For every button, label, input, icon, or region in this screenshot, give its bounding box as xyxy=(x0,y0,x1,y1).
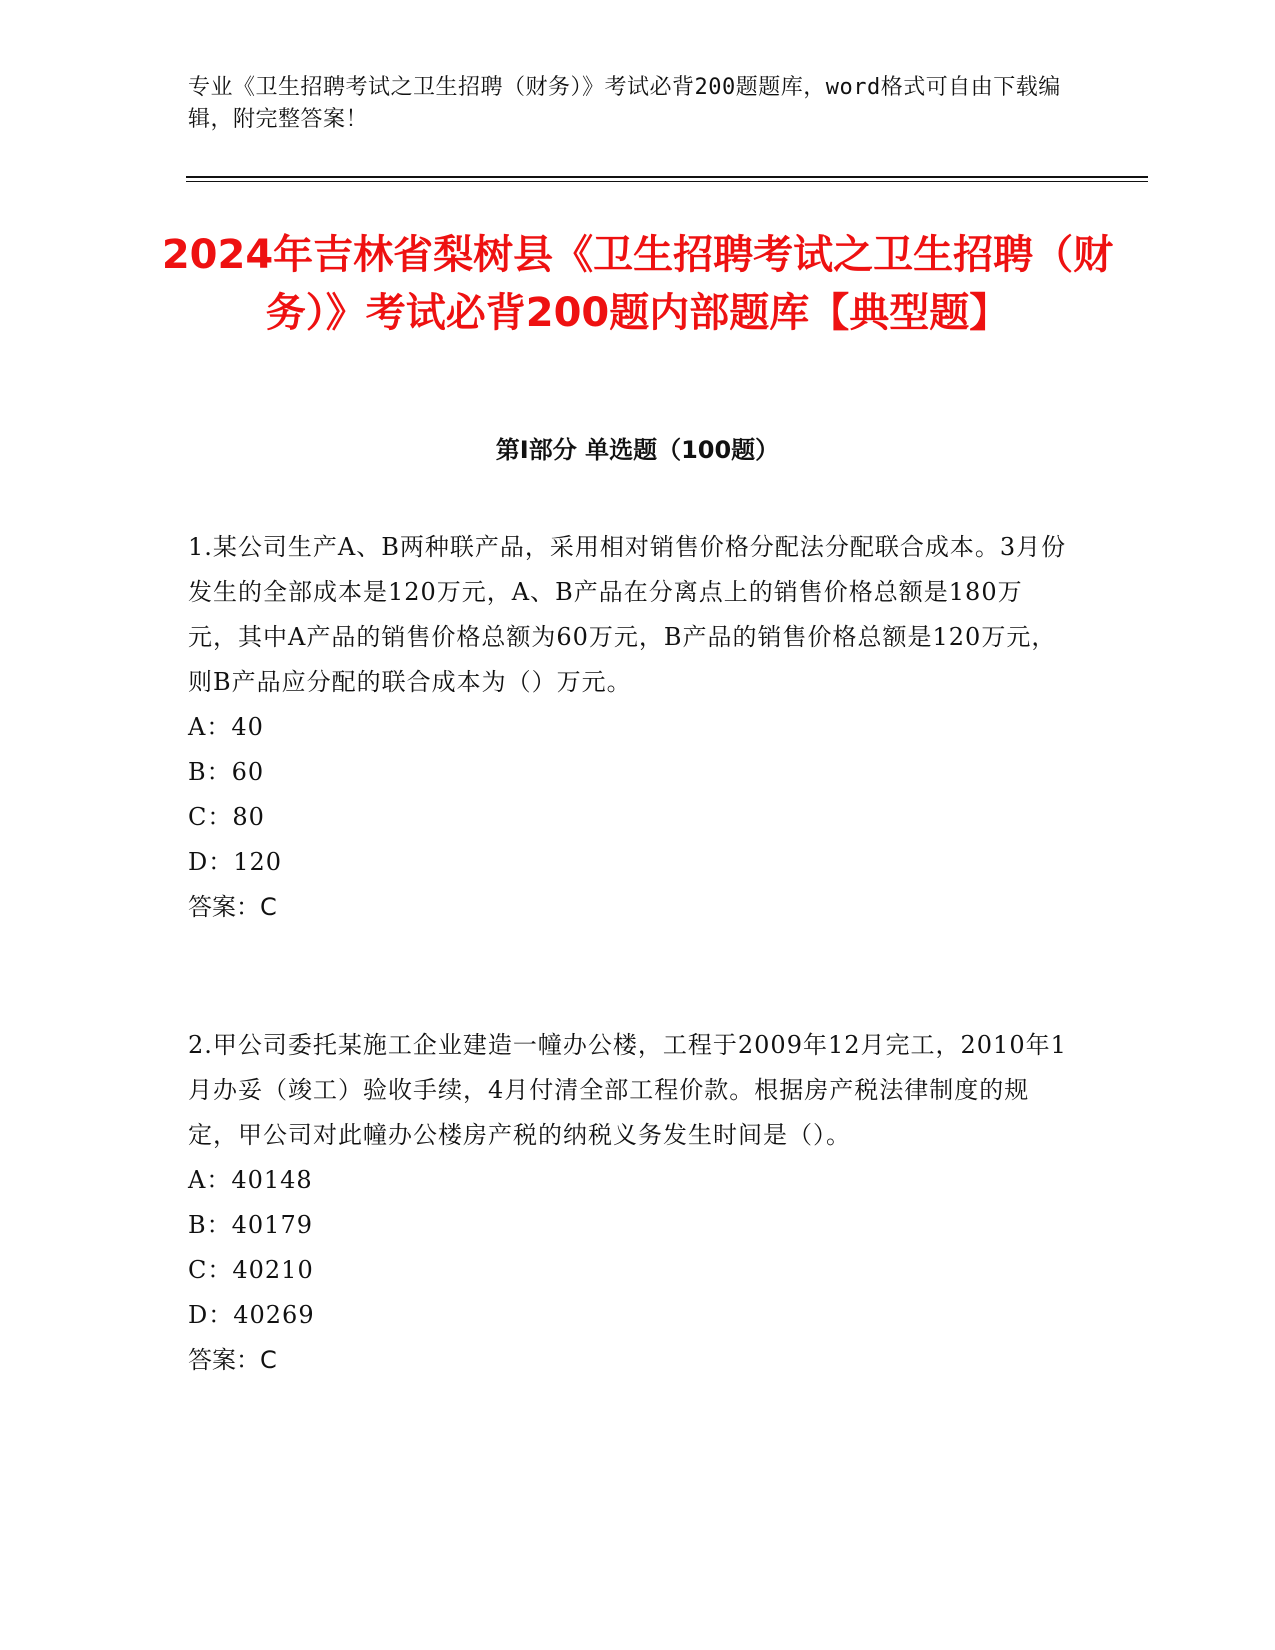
option-b: B：40179 xyxy=(188,1211,313,1239)
question-stem: 2.甲公司委托某施工企业建造一幢办公楼，工程于2009年12月完工，2010年1月办妥（竣工）验收手续，4月付清全部工程价款。根据房产税法律制度的规定，甲公司对此幢办公楼房产税的纳税义务发生时间是（）。 xyxy=(188,1031,1067,1149)
option-a: A：40148 xyxy=(188,1166,313,1194)
header-rule-thick xyxy=(186,176,1148,178)
option-c: C：80 xyxy=(188,803,265,831)
option-c: C：40210 xyxy=(188,1256,314,1284)
question-2 xyxy=(188,1023,1068,1383)
question-1 xyxy=(188,525,1068,930)
answer: 答案：C xyxy=(188,893,277,921)
option-d: D：120 xyxy=(188,848,283,876)
header-rule-thin xyxy=(186,181,1148,182)
section-title: 第I部分 单选题（100题） xyxy=(495,436,780,464)
document-title: 2024年吉林省梨树县《卫生招聘考试之卫生招聘（财务）》考试必背200题内部题库【典型题】 xyxy=(161,232,1114,336)
answer: 答案：C xyxy=(188,1346,277,1374)
question-stem: 1.某公司生产A、B两种联产品，采用相对销售价格分配法分配联合成本。3月份发生的全部成本是120万元，A、B产品在分离点上的销售价格总额是180万元，其中A产品的销售价格总额为60万元，B产品的销售价格总额是120万元，则B产品应分配的联合成本为（）万元。 xyxy=(188,533,1067,696)
option-b: B：60 xyxy=(188,758,265,786)
option-a: A：40 xyxy=(188,713,264,741)
option-d: D：40269 xyxy=(188,1301,315,1329)
header-note: 专业《卫生招聘考试之卫生招聘（财务）》考试必背200题题库，word格式可自由下载编辑，附完整答案！ xyxy=(188,75,1061,132)
